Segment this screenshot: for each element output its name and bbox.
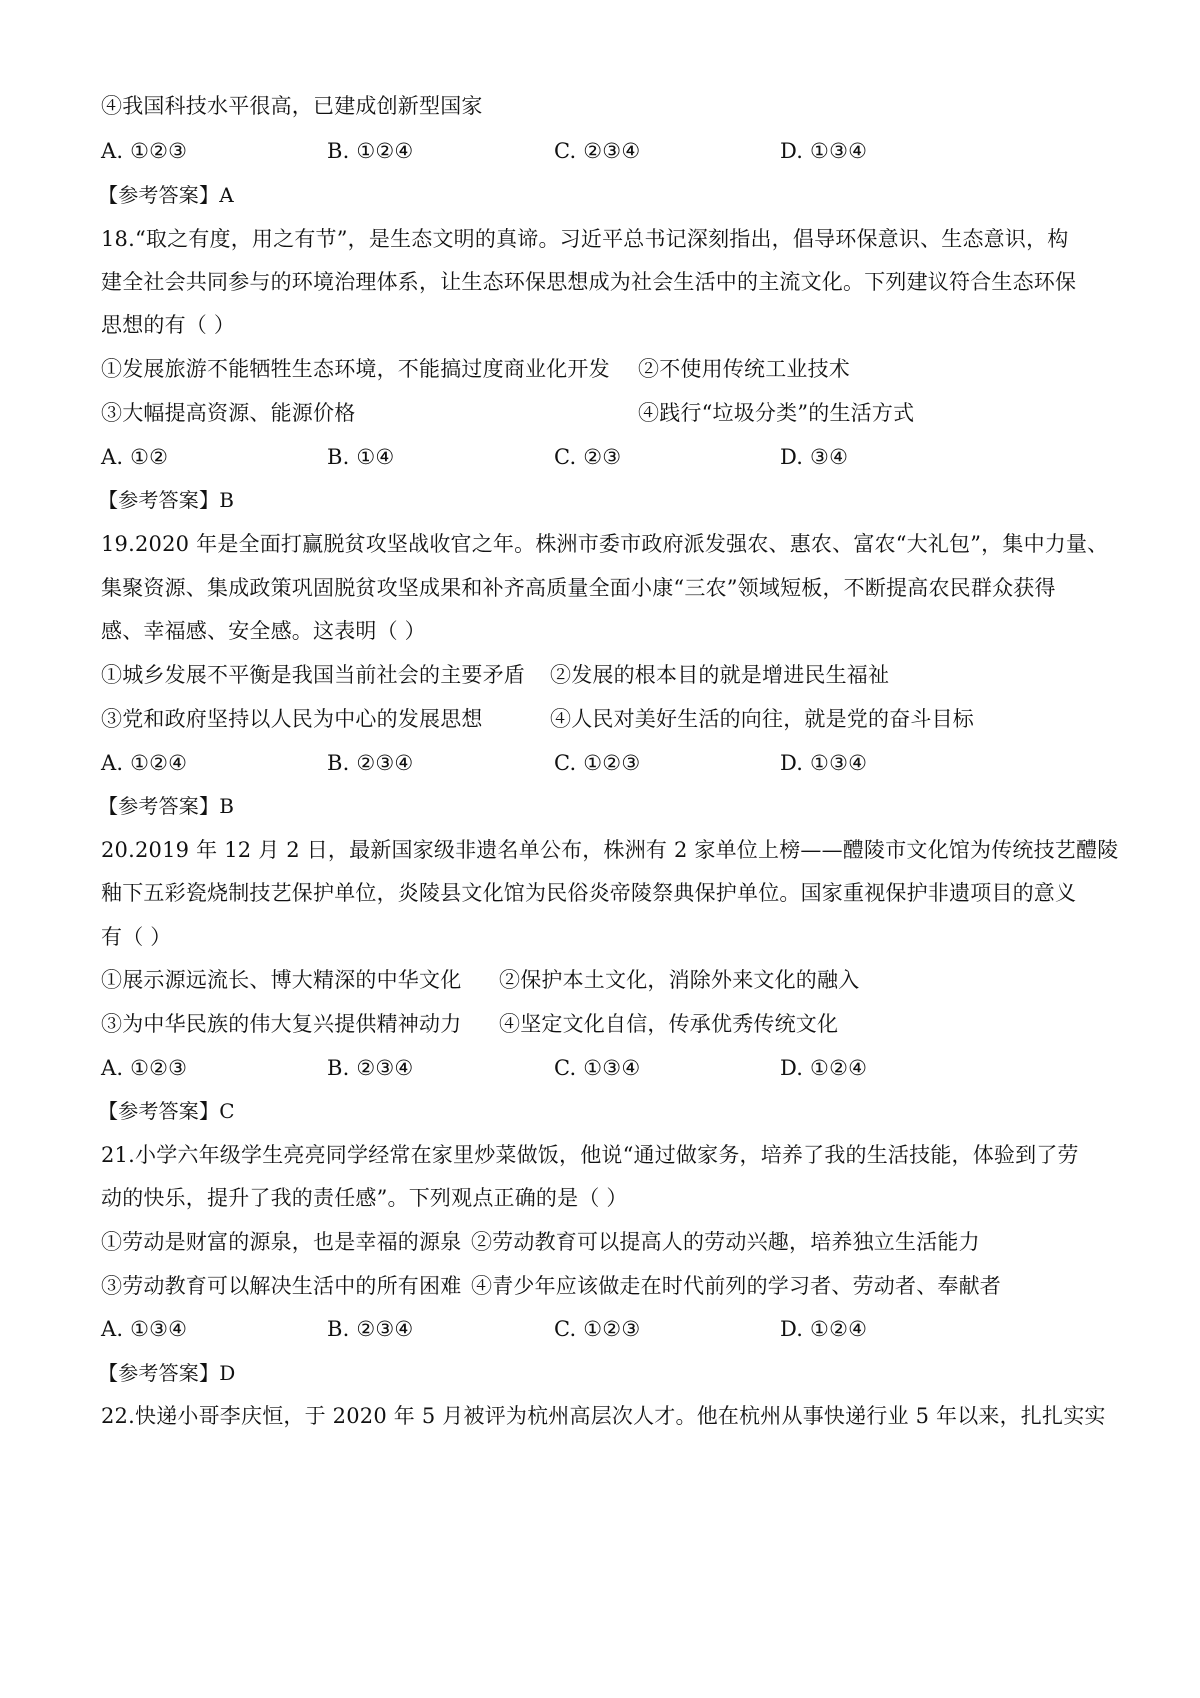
- statement-2: ②发展的根本目的就是增进民生福祉: [550, 663, 890, 687]
- question-stem-line: 动的快乐，提升了我的责任感”。下列观点正确的是（ ）: [101, 1186, 628, 1210]
- answer: 【参考答案】C: [98, 1099, 235, 1123]
- question-stem-line: 思想的有（ ）: [101, 313, 236, 337]
- option-d: D. ①③④: [780, 139, 868, 163]
- statement-4: ④践行“垃圾分类”的生活方式: [638, 401, 915, 425]
- statement-1: ①展示源远流长、博大精深的中华文化: [101, 968, 462, 992]
- option-d: D. ①③④: [780, 751, 868, 775]
- option-c: C. ①③④: [554, 1056, 641, 1080]
- statement-4: ④我国科技水平很高，已建成创新型国家: [101, 94, 483, 118]
- question-stem-line: 釉下五彩瓷烧制技艺保护单位，炎陵县文化馆为民俗炎帝陵祭典保护单位。国家重视保护非遗项目的意义: [101, 881, 1077, 905]
- question-stem-line: 21.小学六年级学生亮亮同学经常在家里炒菜做饭，他说“通过做家务，培养了我的生活技能，体验到了劳: [101, 1143, 1079, 1167]
- option-b: B. ②③④: [327, 751, 414, 775]
- option-a: A. ①②③: [101, 139, 188, 163]
- option-d: D. ③④: [780, 445, 849, 469]
- question-stem-line: 20.2019 年 12 月 2 日，最新国家级非遗名单公布，株洲有 2 家单位上榜——醴陵市文化馆为传统技艺醴陵: [101, 838, 1119, 862]
- question-stem-line: 感、幸福感、安全感。这表明（ ）: [101, 619, 426, 643]
- statement-3: ③劳动教育可以解决生活中的所有困难: [101, 1274, 462, 1298]
- option-d: D. ①②④: [780, 1317, 868, 1341]
- statement-4: ④坚定文化自信，传承优秀传统文化: [499, 1012, 839, 1036]
- statement-4: ④青少年应该做走在时代前列的学习者、劳动者、奉献者: [471, 1274, 1001, 1298]
- statement-1: ①劳动是财富的源泉，也是幸福的源泉: [101, 1230, 462, 1254]
- option-a: A. ①③④: [101, 1317, 188, 1341]
- question-stem-line: 有（ ）: [101, 925, 172, 949]
- option-b: B. ②③④: [327, 1317, 414, 1341]
- option-c: C. ②③④: [554, 139, 641, 163]
- statement-4: ④人民对美好生活的向往，就是党的奋斗目标: [550, 707, 974, 731]
- option-c: C. ②③: [554, 445, 622, 469]
- statement-1: ①城乡发展不平衡是我国当前社会的主要矛盾: [101, 663, 525, 687]
- statement-2: ②不使用传统工业技术: [638, 357, 850, 381]
- answer: 【参考答案】B: [98, 488, 235, 512]
- statement-2: ②保护本土文化，消除外来文化的融入: [499, 968, 860, 992]
- option-c: C. ①②③: [554, 1317, 641, 1341]
- answer: 【参考答案】A: [98, 183, 234, 207]
- statement-1: ①发展旅游不能牺牲生态环境，不能搞过度商业化开发: [101, 357, 610, 381]
- option-c: C. ①②③: [554, 751, 641, 775]
- option-b: B. ②③④: [327, 1056, 414, 1080]
- option-d: D. ①②④: [780, 1056, 868, 1080]
- answer: 【参考答案】B: [98, 794, 235, 818]
- option-b: B. ①②④: [327, 139, 414, 163]
- question-stem-line: 18.“取之有度，用之有节”，是生态文明的真谛。习近平总书记深刻指出，倡导环保意识、生态意识，构: [101, 227, 1069, 251]
- option-a: A. ①②③: [101, 1056, 188, 1080]
- option-a: A. ①②④: [101, 751, 188, 775]
- answer: 【参考答案】D: [98, 1361, 236, 1385]
- option-b: B. ①④: [327, 445, 395, 469]
- question-stem-line: 19.2020 年是全面打赢脱贫攻坚战收官之年。株洲市委市政府派发强农、惠农、富农“大礼包”，集中力量、: [101, 532, 1109, 556]
- statement-3: ③大幅提高资源、能源价格: [101, 401, 356, 425]
- question-stem-line: 集聚资源、集成政策巩固脱贫攻坚成果和补齐高质量全面小康“三农”领域短板，不断提高农民群众获得: [101, 576, 1056, 600]
- option-a: A. ①②: [101, 445, 169, 469]
- statement-3: ③党和政府坚持以人民为中心的发展思想: [101, 707, 483, 731]
- question-stem-line: 建全社会共同参与的环境治理体系，让生态环保思想成为社会生活中的主流文化。下列建议符合生态环保: [101, 270, 1077, 294]
- statement-3: ③为中华民族的伟大复兴提供精神动力: [101, 1012, 462, 1036]
- question-stem-line: 22.快递小哥李庆恒，于 2020 年 5 月被评为杭州高层次人才。他在杭州从事快递行业 5 年以来，扎扎实实: [101, 1404, 1106, 1428]
- statement-2: ②劳动教育可以提高人的劳动兴趣，培养独立生活能力: [471, 1230, 980, 1254]
